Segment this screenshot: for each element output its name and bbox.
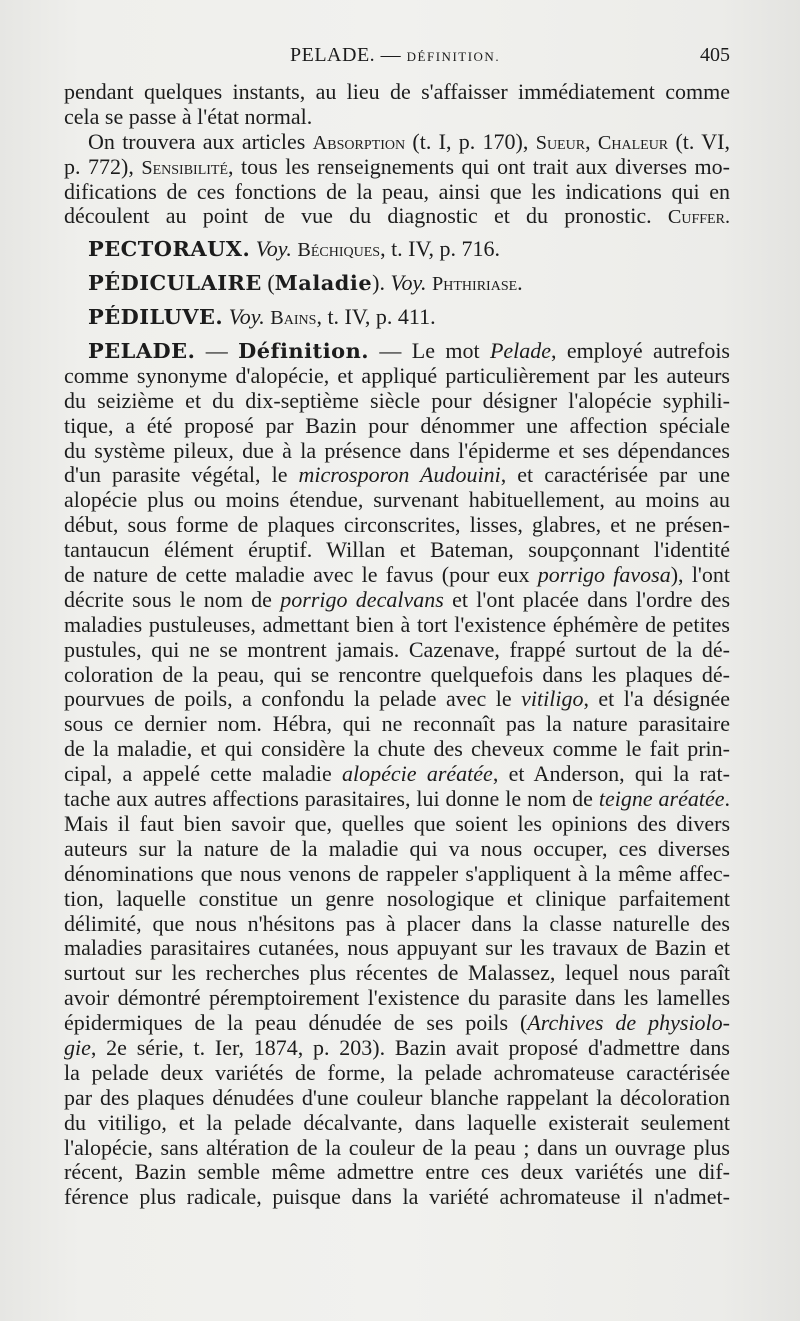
text-line: cipal, a appelé cette maladie alopécie aréatée, et Anderson, qui la rat- (64, 762, 730, 787)
text-line: On trouvera aux articles Absorption (t. I, p. 170), Sueur, Chaleur (t. VI, (88, 129, 730, 154)
page-number: 405 (700, 44, 730, 66)
text-line: PELADE. — Définition. — Le mot Pelade, employé autrefois (88, 339, 730, 364)
text-line: du système pileux, due à la présence dans l'épiderme et ses dépendances (64, 438, 730, 463)
text-line: auteurs sur la nature de la maladie qui va nous occuper, ces diverses (64, 836, 730, 861)
text-line: début, sous forme de plaques circonscrites, lisses, glabres, et ne présen- (64, 513, 730, 538)
text-line: alopécie plus ou moins étendue, survenant habituellement, au moins au (64, 488, 730, 513)
cross-reference: Chaleur (597, 131, 669, 154)
body-text (64, 80, 730, 1210)
dictionary-entry-pediluve: PÉDILUVE. Voy. Bains, t. IV, p. 411. (88, 305, 436, 330)
running-subtitle: DÉFINITION. (406, 49, 501, 64)
dictionary-entry-pectoraux: PECTORAUX. Voy. Béchiques, t. IV, p. 716. (88, 237, 501, 262)
running-title: PELADE. — DÉFINITION. (290, 44, 501, 66)
entry-headword: PÉDILUVE. (88, 305, 224, 330)
text-line: comme synonyme d'alopécie, et appliqué particulièrement par les auteurs (64, 363, 730, 388)
text-line: par des plaques dénudées d'une couleur blanche rappelant la décoloration (64, 1085, 730, 1110)
dictionary-entry-pediculaire: PÉDICULAIRE (Maladie). Voy. Phthiriase. (88, 271, 523, 296)
text-line: la pelade deux variétés de forme, la pelade achromateuse caractérisée (64, 1060, 730, 1085)
author-signature: Cuffer. (667, 206, 730, 229)
text-line: découlent au point de vue du diagnostic et du pronostic. Cuffer. (64, 204, 730, 229)
text-line: décrite sous le nom de porrigo decalvans et l'ont placée dans l'ordre des (64, 587, 730, 612)
text-line: pustules, qui ne se montrent jamais. Cazenave, frappé surtout de la dé- (64, 637, 730, 662)
cross-reference: Sensibilité (141, 156, 229, 179)
text-line: tion, laquelle constitue un genre nosologique et clinique parfaitement (64, 886, 730, 911)
text-line: pendant quelques instants, au lieu de s'affaisser immédiatement comme (64, 80, 730, 104)
text-line: dénominations que nous venons de rappeler s'appliquent à la même affec- (64, 861, 730, 886)
section-heading: Définition. (238, 339, 370, 364)
entry-headword: PELADE. (88, 339, 196, 364)
entry-headword: PECTORAUX. (88, 237, 251, 262)
cross-reference: Phthiriase (432, 273, 518, 296)
text-line: surtout sur les recherches plus récentes de Malassez, lequel nous paraît (64, 961, 730, 986)
text-line: du vitiligo, et la pelade décalvante, dans laquelle existerait seulement (64, 1110, 730, 1135)
text-line: maladies parasitaires cutanées, nous appuyant sur les travaux de Bazin et (64, 936, 730, 961)
text-line: cela se passe à l'état normal. (64, 104, 313, 129)
text-line: de nature de cette maladie avec le favus (pour eux porrigo favosa), l'ont (64, 563, 730, 588)
cross-reference: Absorption (312, 131, 406, 154)
text-line: Mais il faut bien savoir que, quelles que soient les opinions des divers (64, 811, 730, 836)
entry-headword: PÉDICULAIRE (88, 271, 262, 296)
text-line: férence plus radicale, puisque dans la variété achromateuse il n'admet- (64, 1185, 730, 1210)
cross-reference: Béchiques (297, 239, 381, 262)
text-line: pourvues de poils, a confondu la pelade avec le vitiligo, et l'a désignée (64, 687, 730, 712)
article-pelade (64, 339, 730, 1210)
text-line: gie, 2e série, t. Ier, 1874, p. 203). Bazin avait proposé d'admettre dans (64, 1035, 730, 1060)
text-line: sous ce dernier nom. Hébra, qui ne reconnaît pas la nature parasitaire (64, 712, 730, 737)
text-line: difications de ces fonctions de la peau, ainsi que les indications qui en (64, 179, 730, 204)
text-line: maladies pustuleuses, admettant bien à tort l'existence éphémère de petites (64, 612, 730, 637)
text-line: récent, Bazin semble même admettre entre ces deux variétés une dif- (64, 1160, 730, 1185)
cross-reference: Sueur (535, 131, 586, 154)
text-line: avoir démontré péremptoirement l'existence du parasite dans les lamelles (64, 986, 730, 1011)
text-line: du seizième et du dix-septième siècle pour désigner l'alopécie syphili- (64, 388, 730, 413)
text-line: de la maladie, et qui considère la chute des cheveux comme le fait prin- (64, 737, 730, 762)
text-line: d'un parasite végétal, le microsporon Audouini, et caractérisée par une (64, 463, 730, 488)
text-line: p. 772), Sensibilité, tous les renseignements qui ont trait aux diverses mo- (64, 154, 730, 179)
text-line: épidermiques de la peau dénudée de ses poils (Archives de physiolo- (64, 1011, 730, 1036)
text-line: tache aux autres affections parasitaires, lui donne le nom de teigne aréatée. (64, 787, 730, 812)
text-line: l'alopécie, sans altération de la couleur de la peau ; dans un ouvrage plus (64, 1135, 730, 1160)
running-header (64, 44, 730, 74)
text-line: tique, a été proposé par Bazin pour dénommer une affection spéciale (64, 413, 730, 438)
text-line: tantaucun élément éruptif. Willan et Bateman, soupçonnant l'identité (64, 538, 730, 563)
cross-reference: Bains (270, 307, 317, 330)
text-line: coloration de la peau, qui se rencontre quelquefois dans les plaques dé- (64, 662, 730, 687)
text-line: délimité, que nous n'hésitons pas à placer dans la classe naturelle des (64, 911, 730, 936)
